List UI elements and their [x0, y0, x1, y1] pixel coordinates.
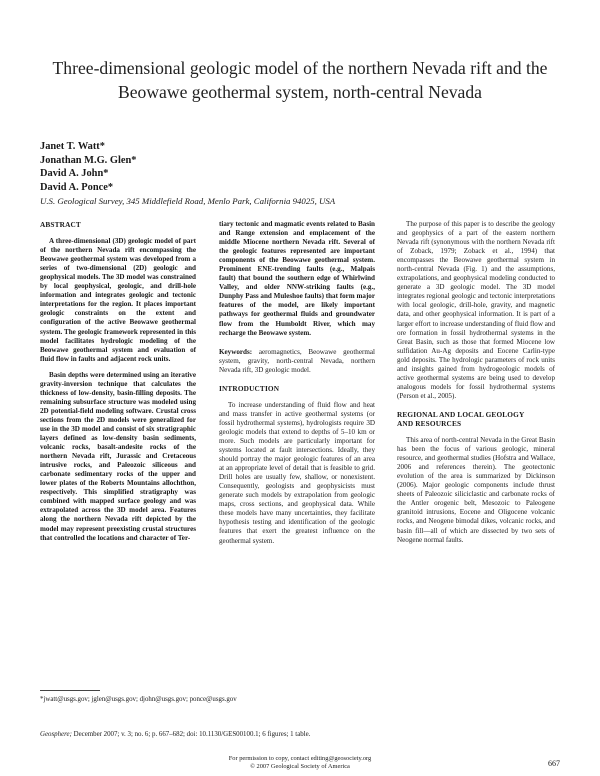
regional-paragraph-1: This area of north-central Nevada in the Great Basin has been the focus of various geologic, mineral resource, and geothermal studies (Hofstra and Wallace, 2006 and references therein). The geotectonic evolution of the area is summarized by Dickinson (2006). Major geologic components include thrust sheets of Paleozoic siliciclastic and carbonate rocks of the Antler orogenic belt, Mesozoic to Paleogene granitoid intrusions, Eocene and Oligocene volcanic rocks, and Neogene bimodal dikes, volcanic rocks, and basin fill—all of which are dissected by two sets of Neogene normal faults.	[397, 436, 555, 544]
middle-column	[219, 220, 375, 553]
regional-heading-line-2: AND RESOURCES	[397, 418, 462, 428]
author-name: Jonathan M.G. Glen*	[40, 154, 137, 166]
abstract-paragraph-2: Basin depths were determined using an iterative gravity-inversion technique that calculates the thickness of low-density, basin-filling deposits. The remaining subsurface structure was modeled using 2D potential-field modeling software. Crustal cross sections from the 2D models were generalized for use in the 3D model and consist of six stratigraphic layers defined as low-density basin sediments, volcanic rocks, basalt-andesite rocks of the northern Nevada rift, Jurassic and Cretaceous intrusive rocks, and Paleozoic siliceous and carbonate sedimentary rocks of the upper and lower plates of the Roberts Mountains allochthon, respectively. This simplified stratigraphy was combined with mapped surface geology and was extrapolated across the 3D model area. Features along the northern Nevada rift depicted by the model may represent preexisting crustal structures that controlled the locations and character of Ter-	[40, 370, 196, 542]
keywords	[219, 348, 375, 375]
introduction-paragraph-1: To increase understanding of fluid flow and heat and mass transfer in active geothermal systems (or fossil hydrothermal systems), hydrologists require 3D geologic models that extend to depths of 5–10 km or more. Such models are particularly important for systems located at fault intersections. Ideally, they should portray the major geologic features of an area at an appropriate level of detail that is feasible to grid. Drill holes are usually few, shallow, or nonexistent. Consequently, geologists and geophysicists must generate such models by extrapolation from geologic maps, cross sections, and geophysical data. While these models have many uncertainties, they facilitate hypothesis testing and identification of the geologic features that exert the greatest influence on the geothermal system.	[219, 400, 375, 545]
abstract-heading: ABSTRACT	[40, 220, 81, 229]
author-name: David A. John*	[40, 168, 109, 179]
copyright-notice	[210, 755, 390, 771]
title-line-2: Beowawe geothermal system, north-central Nevada	[118, 82, 482, 102]
regional-heading-line-1: REGIONAL AND LOCAL GEOLOGY	[397, 409, 525, 419]
author-block	[40, 140, 335, 207]
abstract-column	[40, 220, 196, 550]
author-name: David A. Ponce*	[40, 181, 114, 193]
right-column	[397, 220, 555, 552]
abstract-paragraph-3: tiary tectonic and magmatic events related to Basin and Range extension and emplacement of the middle Miocene northern Nevada rift. Several of the geologic features represented are important components of the Beowawe geothermal system. Prominent ENE-trending faults (e.g., Malpais fault) that bound the southern edge of Whirlwind Valley, and older NNW-striking faults (e.g., Dunphy Pass and Muleshoe faults) that form major features of the model, are likely important pathways for geothermal fluids and groundwater flow from the Humboldt River, which may recharge the Beowawe system.	[219, 220, 375, 337]
footnote-divider	[40, 690, 100, 691]
keywords-text: aeromagnetics, Beowawe geothermal system, gravity, north-central Nevada, northern Nevada rift, 3D geologic model.	[219, 347, 375, 374]
abstract-paragraph-1: A three-dimensional (3D) geologic model of part of the northern Nevada rift encompassing the Beowawe geothermal system was developed from a series of two-dimensional (2D) geologic and geophysical models. The 3D model was constrained by local geophysical, geologic, and drill-hole information and integrates geologic and tectonic interpretations for the region. It places important geologic constraints on the extent and configuration of the active Beowawe geothermal system. The geologic framework represented in this model facilitates hydrologic modeling of the Beowawe geothermal system and evaluation of fluid flow in faults and adjacent rock units.	[40, 237, 196, 363]
introduction-heading: INTRODUCTION	[219, 383, 280, 393]
permission-line: For permission to copy, contact editing@geosociety.org	[228, 755, 372, 762]
author-affiliation: U.S. Geological Survey, 345 Middlefield Road, Menlo Park, California 94025, USA	[40, 196, 336, 206]
title-line-1: Three-dimensional geologic model of the northern Nevada rift and the	[52, 58, 548, 78]
journal-citation	[40, 730, 310, 739]
author-name: Janet T. Watt*	[40, 141, 105, 152]
page-number: 667	[548, 759, 560, 768]
introduction-paragraph-2: The purpose of this paper is to describe the geology and geophysics of a part of the eastern northern Nevada rift (synonymous with the northern Nevada rift of Zoback, 1979; Zoback et al., 1994) that encompasses the Beowawe geothermal system in north-central Nevada (Fig. 1) and the assumptions, extrapolations, and geophysical modeling conducted to generate a 3D geologic model. The 3D model integrates regional geologic and tectonic interpretations with local geologic, drill-hole, gravity, and magnetic data, and other geophysical information. It is part of a larger effort to increase understanding of fluid flow and ore formation in fossil hydrothermal systems in the Great Basin, such as those that formed Miocene low sulfidation Au-Ag deposits and Eocene Carlin-type gold deposits. The hydrologic parameters of rock units and insights gained from hydrogeologic models of active geothermal systems are being used to develop analogous models for fossil hydrothermal systems (Person et al., 2005).	[397, 220, 555, 400]
regional-geology-heading	[397, 410, 555, 428]
footnote-emails: *jwatt@usgs.gov; jglen@usgs.gov; djohn@usgs.gov; ponce@usgs.gov	[40, 696, 237, 703]
article-title	[40, 56, 560, 104]
citation-details: December 2007; v. 3; no. 6; p. 667–682; doi: 10.1130/GES00100.1; 6 figures; 1 table.	[71, 731, 311, 738]
keywords-label: Keywords:	[219, 347, 253, 356]
journal-name: Geosphere;	[40, 731, 72, 738]
copyright-line: © 2007 Geological Society of America	[250, 763, 350, 771]
